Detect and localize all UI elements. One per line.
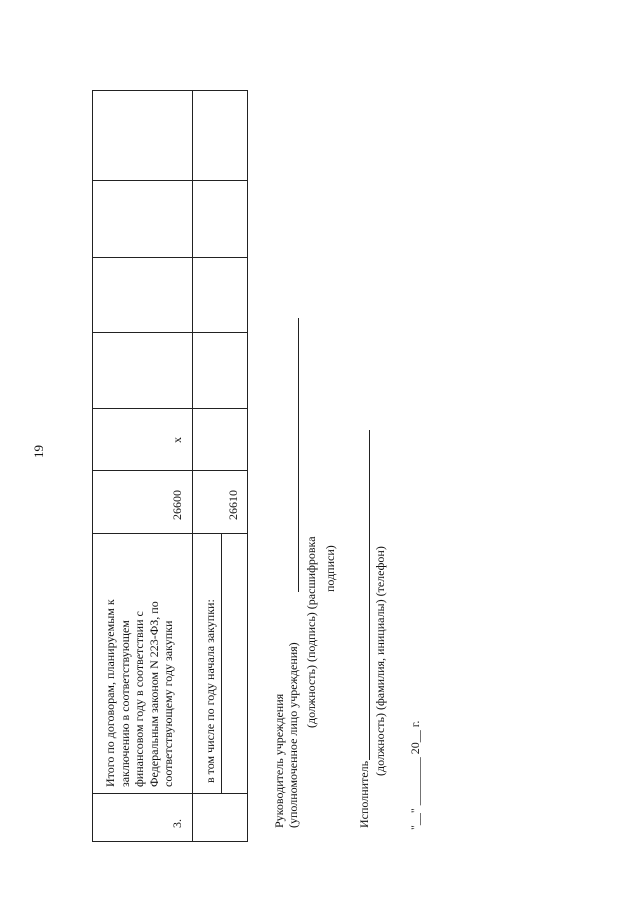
page-number: 19: [31, 445, 46, 458]
row4-description: в том числе по году начала закупки:: [203, 599, 217, 783]
row3-desc-line: Федеральным законом N 223-ФЗ, по: [146, 601, 161, 787]
executor-line: [369, 430, 370, 760]
date-line: "__" ________ 20__ г.: [408, 720, 422, 830]
head-caption-2: подписи): [323, 545, 337, 592]
row3-desc-line: финансовом году в соответствии с: [132, 611, 146, 787]
head-caption: (должность) (подпись) (расшифровка: [304, 536, 318, 728]
head-subtitle: (уполномоченное лицо учреждения): [286, 642, 300, 828]
row4-code: 26610: [226, 490, 240, 520]
row3-number: 3.: [170, 819, 184, 828]
executor-label: Исполнитель: [357, 760, 371, 828]
row3-desc-line: соответствующему году закупки: [161, 620, 175, 787]
head-title: Руководитель учреждения: [272, 693, 286, 828]
row3-mark: x: [170, 437, 184, 443]
executor-caption: (должность) (фамилия, инициалы) (телефон): [373, 546, 387, 776]
row3-desc-line: заключению в соответствующем: [117, 620, 132, 787]
row3-description: [103, 599, 176, 787]
row3-desc-line: Итого по договорам, планируемым к: [103, 599, 117, 787]
row3-code: 26600: [170, 490, 184, 520]
head-signature-line: [298, 318, 299, 592]
